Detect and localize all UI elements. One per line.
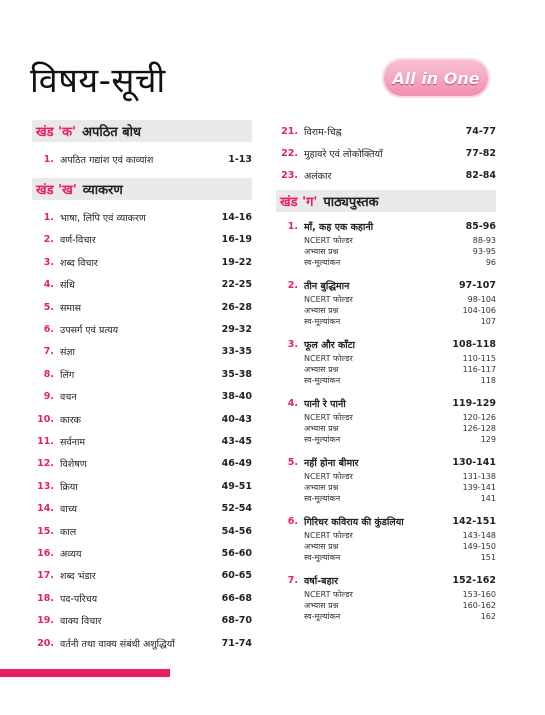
chapter-title: तीन बुद्धिमान <box>304 281 350 292</box>
item-title: मुहावरे एवं लोकोक्तियाँ <box>304 148 383 160</box>
chapter-block <box>276 277 496 327</box>
item-number: 4. <box>43 279 54 291</box>
toc-row <box>32 497 252 519</box>
toc-row <box>32 148 252 170</box>
subsection-row <box>276 412 496 423</box>
toc-row <box>32 363 252 385</box>
item-pages: 26-28 <box>221 301 252 313</box>
chapter-block <box>276 218 496 268</box>
item-pages: 46-49 <box>221 458 252 470</box>
item-number: 1. <box>43 212 54 224</box>
subsection-pages: 104-106 <box>462 306 496 315</box>
toc-row <box>32 430 252 452</box>
toc-row <box>32 341 252 363</box>
toc-row <box>32 542 252 564</box>
subsection-pages: 118 <box>480 376 496 385</box>
logo-text: All in One <box>392 68 480 88</box>
section-header <box>32 120 252 142</box>
toc-row <box>276 142 496 164</box>
item-pages: 68-70 <box>221 615 252 627</box>
section-label: अपठित बोध <box>82 125 142 140</box>
subsection-title: स्व-मूल्यांकन <box>304 494 341 503</box>
item-number: 19. <box>37 615 54 627</box>
chapter-row <box>276 336 496 353</box>
item-pages: 19-22 <box>221 256 252 268</box>
subsection-pages: 131-138 <box>462 472 496 481</box>
subsection-title: अभ्यास प्रश्न <box>304 483 339 492</box>
item-number: 10. <box>37 413 54 425</box>
chapter-title: गिरिधर कविराय की कुंडलिया <box>304 517 404 528</box>
section-list <box>32 206 252 654</box>
subsection-title: NCERT फोल्डर <box>304 472 353 481</box>
subsection-pages: 139-141 <box>462 483 496 492</box>
subsection-title: NCERT फोल्डर <box>304 413 353 422</box>
item-pages: 1-13 <box>228 153 252 165</box>
item-number: 13. <box>37 480 54 492</box>
subsection-pages: 107 <box>480 317 496 326</box>
subsection-row <box>276 493 496 504</box>
item-title: शब्द विचार <box>60 257 98 269</box>
section-list <box>276 120 496 186</box>
subsection-row <box>276 541 496 552</box>
subsection-row <box>276 257 496 268</box>
item-title: भाषा, लिपि एवं व्याकरण <box>60 213 146 225</box>
subsection-pages: 143-148 <box>462 531 496 540</box>
subsection-pages: 141 <box>480 494 496 503</box>
chapter-title: नहीं होना बीमार <box>304 458 359 469</box>
subsection-title: NCERT फोल्डर <box>304 236 353 245</box>
item-title: वर्तनी तथा वाक्य संबंधी अशुद्धियाँ <box>60 638 175 650</box>
item-pages: 74-77 <box>465 125 496 137</box>
subsection-row <box>276 364 496 375</box>
item-title: वाक्य विचार <box>60 616 102 628</box>
subsection-pages: 162 <box>480 612 496 621</box>
item-title: वाच्य <box>60 504 78 516</box>
item-title: सर्वनाम <box>60 436 86 448</box>
left-column <box>32 120 252 654</box>
toc-row <box>32 229 252 251</box>
item-pages: 66-68 <box>221 592 252 604</box>
section-header <box>32 178 252 200</box>
item-pages: 56-60 <box>221 547 252 559</box>
subsection-row <box>276 305 496 316</box>
subsection-row <box>276 471 496 482</box>
item-number: 18. <box>37 592 54 604</box>
subsection-row <box>276 434 496 445</box>
item-pages: 14-16 <box>221 212 252 224</box>
chapter-title: वर्षा-बहार <box>304 576 338 587</box>
item-title: समास <box>60 302 81 314</box>
chapter-block <box>276 572 496 622</box>
chapter-number: 1. <box>287 221 298 232</box>
subsection-pages: 93-95 <box>472 247 496 256</box>
section-label: पाठ्यपुस्तक <box>323 195 379 210</box>
item-title: अलंकार <box>304 170 332 182</box>
chapter-pages: 108-118 <box>452 339 496 350</box>
subsection-title: NCERT फोल्डर <box>304 590 353 599</box>
item-title: अव्यय <box>60 548 82 560</box>
item-pages: 60-65 <box>221 570 252 582</box>
item-number: 6. <box>43 324 54 336</box>
toc-row <box>32 609 252 631</box>
subsection-pages: 98-104 <box>467 295 496 304</box>
subsection-row <box>276 294 496 305</box>
subsection-row <box>276 552 496 563</box>
chapter-number: 6. <box>287 516 298 527</box>
item-number: 20. <box>37 637 54 649</box>
subsection-title: NCERT फोल्डर <box>304 531 353 540</box>
subsection-row <box>276 589 496 600</box>
chapter-row <box>276 454 496 471</box>
subsection-row <box>276 246 496 257</box>
chapter-block <box>276 454 496 504</box>
chapter-number: 7. <box>287 575 298 586</box>
footer-accent-bar <box>0 669 170 677</box>
toc-row <box>32 587 252 609</box>
item-number: 23. <box>281 169 298 181</box>
item-title: कारक <box>60 414 81 426</box>
item-title: संधि <box>60 280 75 292</box>
toc-row <box>32 453 252 475</box>
toc-row <box>32 206 252 228</box>
subsection-pages: 120-126 <box>462 413 496 422</box>
item-pages: 33-35 <box>221 346 252 358</box>
item-title: काल <box>60 526 77 538</box>
subsection-title: अभ्यास प्रश्न <box>304 247 339 256</box>
item-title: शब्द भंडार <box>60 571 96 583</box>
section-marker: खंड 'ग' <box>280 195 318 210</box>
subsection-row <box>276 482 496 493</box>
section-label: व्याकरण <box>82 183 123 199</box>
item-number: 5. <box>43 301 54 313</box>
subsection-pages: 129 <box>480 435 496 444</box>
chapter-title: फूल और काँटा <box>304 340 355 351</box>
item-pages: 71-74 <box>221 637 252 649</box>
subsection-pages: 126-128 <box>462 424 496 433</box>
subsection-title: स्व-मूल्यांकन <box>304 553 341 562</box>
item-pages: 35-38 <box>221 368 252 380</box>
item-title: क्रिया <box>60 481 78 493</box>
subsection-pages: 110-115 <box>462 354 496 363</box>
subsection-row <box>276 316 496 327</box>
item-pages: 29-32 <box>221 324 252 336</box>
subsection-title: अभ्यास प्रश्न <box>304 601 339 610</box>
toc-row <box>32 565 252 587</box>
item-pages: 82-84 <box>465 169 496 181</box>
subsection-row <box>276 600 496 611</box>
item-pages: 77-82 <box>465 147 496 159</box>
chapter-block <box>276 395 496 445</box>
item-number: 1. <box>43 153 54 165</box>
page-title: विषय-सूची <box>30 61 166 101</box>
chapter-block <box>276 336 496 386</box>
subsection-row <box>276 611 496 622</box>
subsection-pages: 88-93 <box>472 236 496 245</box>
item-number: 17. <box>37 570 54 582</box>
item-number: 11. <box>37 435 54 447</box>
chapter-pages: 130-141 <box>452 457 496 468</box>
subsection-row <box>276 530 496 541</box>
subsection-pages: 153-160 <box>462 590 496 599</box>
item-number: 8. <box>43 368 54 380</box>
toc-row <box>32 520 252 542</box>
brand-logo <box>382 58 490 98</box>
item-title: वचन <box>60 392 77 404</box>
chapter-row <box>276 572 496 589</box>
subsection-title: स्व-मूल्यांकन <box>304 612 341 621</box>
chapter-title: माँ, कह एक कहानी <box>304 222 374 233</box>
item-number: 15. <box>37 525 54 537</box>
subsection-title: NCERT फोल्डर <box>304 295 353 304</box>
item-title: अपठित गद्यांश एवं काव्यांश <box>60 154 154 166</box>
section-marker: खंड 'ख' <box>36 183 77 199</box>
item-pages: 16-19 <box>221 234 252 246</box>
chapter-number: 4. <box>287 398 298 409</box>
toc-row <box>32 632 252 654</box>
subsection-row <box>276 235 496 246</box>
item-number: 12. <box>37 458 54 470</box>
subsection-title: अभ्यास प्रश्न <box>304 365 339 374</box>
item-pages: 52-54 <box>221 503 252 515</box>
subsection-title: अभ्यास प्रश्न <box>304 424 339 433</box>
chapter-number: 5. <box>287 457 298 468</box>
subsection-pages: 151 <box>480 553 496 562</box>
subsection-title: स्व-मूल्यांकन <box>304 258 341 267</box>
item-number: 3. <box>43 256 54 268</box>
subsection-row <box>276 353 496 364</box>
item-title: उपसर्ग एवं प्रत्यय <box>60 325 119 337</box>
chapter-title: पानी रे पानी <box>304 399 346 410</box>
section-header <box>276 190 496 212</box>
right-column <box>276 120 496 631</box>
item-number: 22. <box>281 147 298 159</box>
subsection-pages: 160-162 <box>462 601 496 610</box>
item-number: 7. <box>43 346 54 358</box>
toc-row <box>32 251 252 273</box>
toc-row <box>32 475 252 497</box>
chapter-pages: 119-129 <box>452 398 496 409</box>
toc-row <box>32 408 252 430</box>
section-list <box>32 148 252 170</box>
chapter-row <box>276 218 496 235</box>
subsection-title: अभ्यास प्रश्न <box>304 542 339 551</box>
chapter-row <box>276 277 496 294</box>
item-pages: 40-43 <box>221 413 252 425</box>
subsection-title: NCERT फोल्डर <box>304 354 353 363</box>
chapter-number: 2. <box>287 280 298 291</box>
item-number: 2. <box>43 234 54 246</box>
item-title: वर्ण-विचार <box>60 235 96 247</box>
subsection-pages: 149-150 <box>462 542 496 551</box>
item-number: 16. <box>37 547 54 559</box>
toc-row <box>276 164 496 186</box>
chapter-pages: 152-162 <box>452 575 496 586</box>
subsection-row <box>276 375 496 386</box>
subsection-title: अभ्यास प्रश्न <box>304 306 339 315</box>
toc-row <box>32 386 252 408</box>
subsection-row <box>276 423 496 434</box>
chapter-pages: 85-96 <box>465 221 496 232</box>
item-title: लिंग <box>60 369 75 381</box>
section-marker: खंड 'क' <box>36 125 77 140</box>
chapter-number: 3. <box>287 339 298 350</box>
subsection-pages: 116-117 <box>462 365 496 374</box>
item-number: 21. <box>281 125 298 137</box>
item-title: विशेषण <box>60 459 87 471</box>
item-pages: 38-40 <box>221 391 252 403</box>
item-number: 14. <box>37 503 54 515</box>
chapter-pages: 142-151 <box>452 516 496 527</box>
item-title: पद-परिचय <box>60 593 98 605</box>
subsection-title: स्व-मूल्यांकन <box>304 317 341 326</box>
subsection-pages: 96 <box>485 258 496 267</box>
item-title: संज्ञा <box>60 347 75 359</box>
chapter-pages: 97-107 <box>459 280 496 291</box>
item-title: विराम-चिह्न <box>304 126 342 138</box>
toc-row <box>276 120 496 142</box>
toc-row <box>32 318 252 340</box>
chapter-list <box>276 218 496 622</box>
item-pages: 22-25 <box>221 279 252 291</box>
item-number: 9. <box>43 391 54 403</box>
toc-row <box>32 296 252 318</box>
item-pages: 43-45 <box>221 435 252 447</box>
chapter-row <box>276 513 496 530</box>
item-pages: 49-51 <box>221 480 252 492</box>
subsection-title: स्व-मूल्यांकन <box>304 435 341 444</box>
chapter-block <box>276 513 496 563</box>
subsection-title: स्व-मूल्यांकन <box>304 376 341 385</box>
item-pages: 54-56 <box>221 525 252 537</box>
toc-row <box>32 274 252 296</box>
chapter-row <box>276 395 496 412</box>
